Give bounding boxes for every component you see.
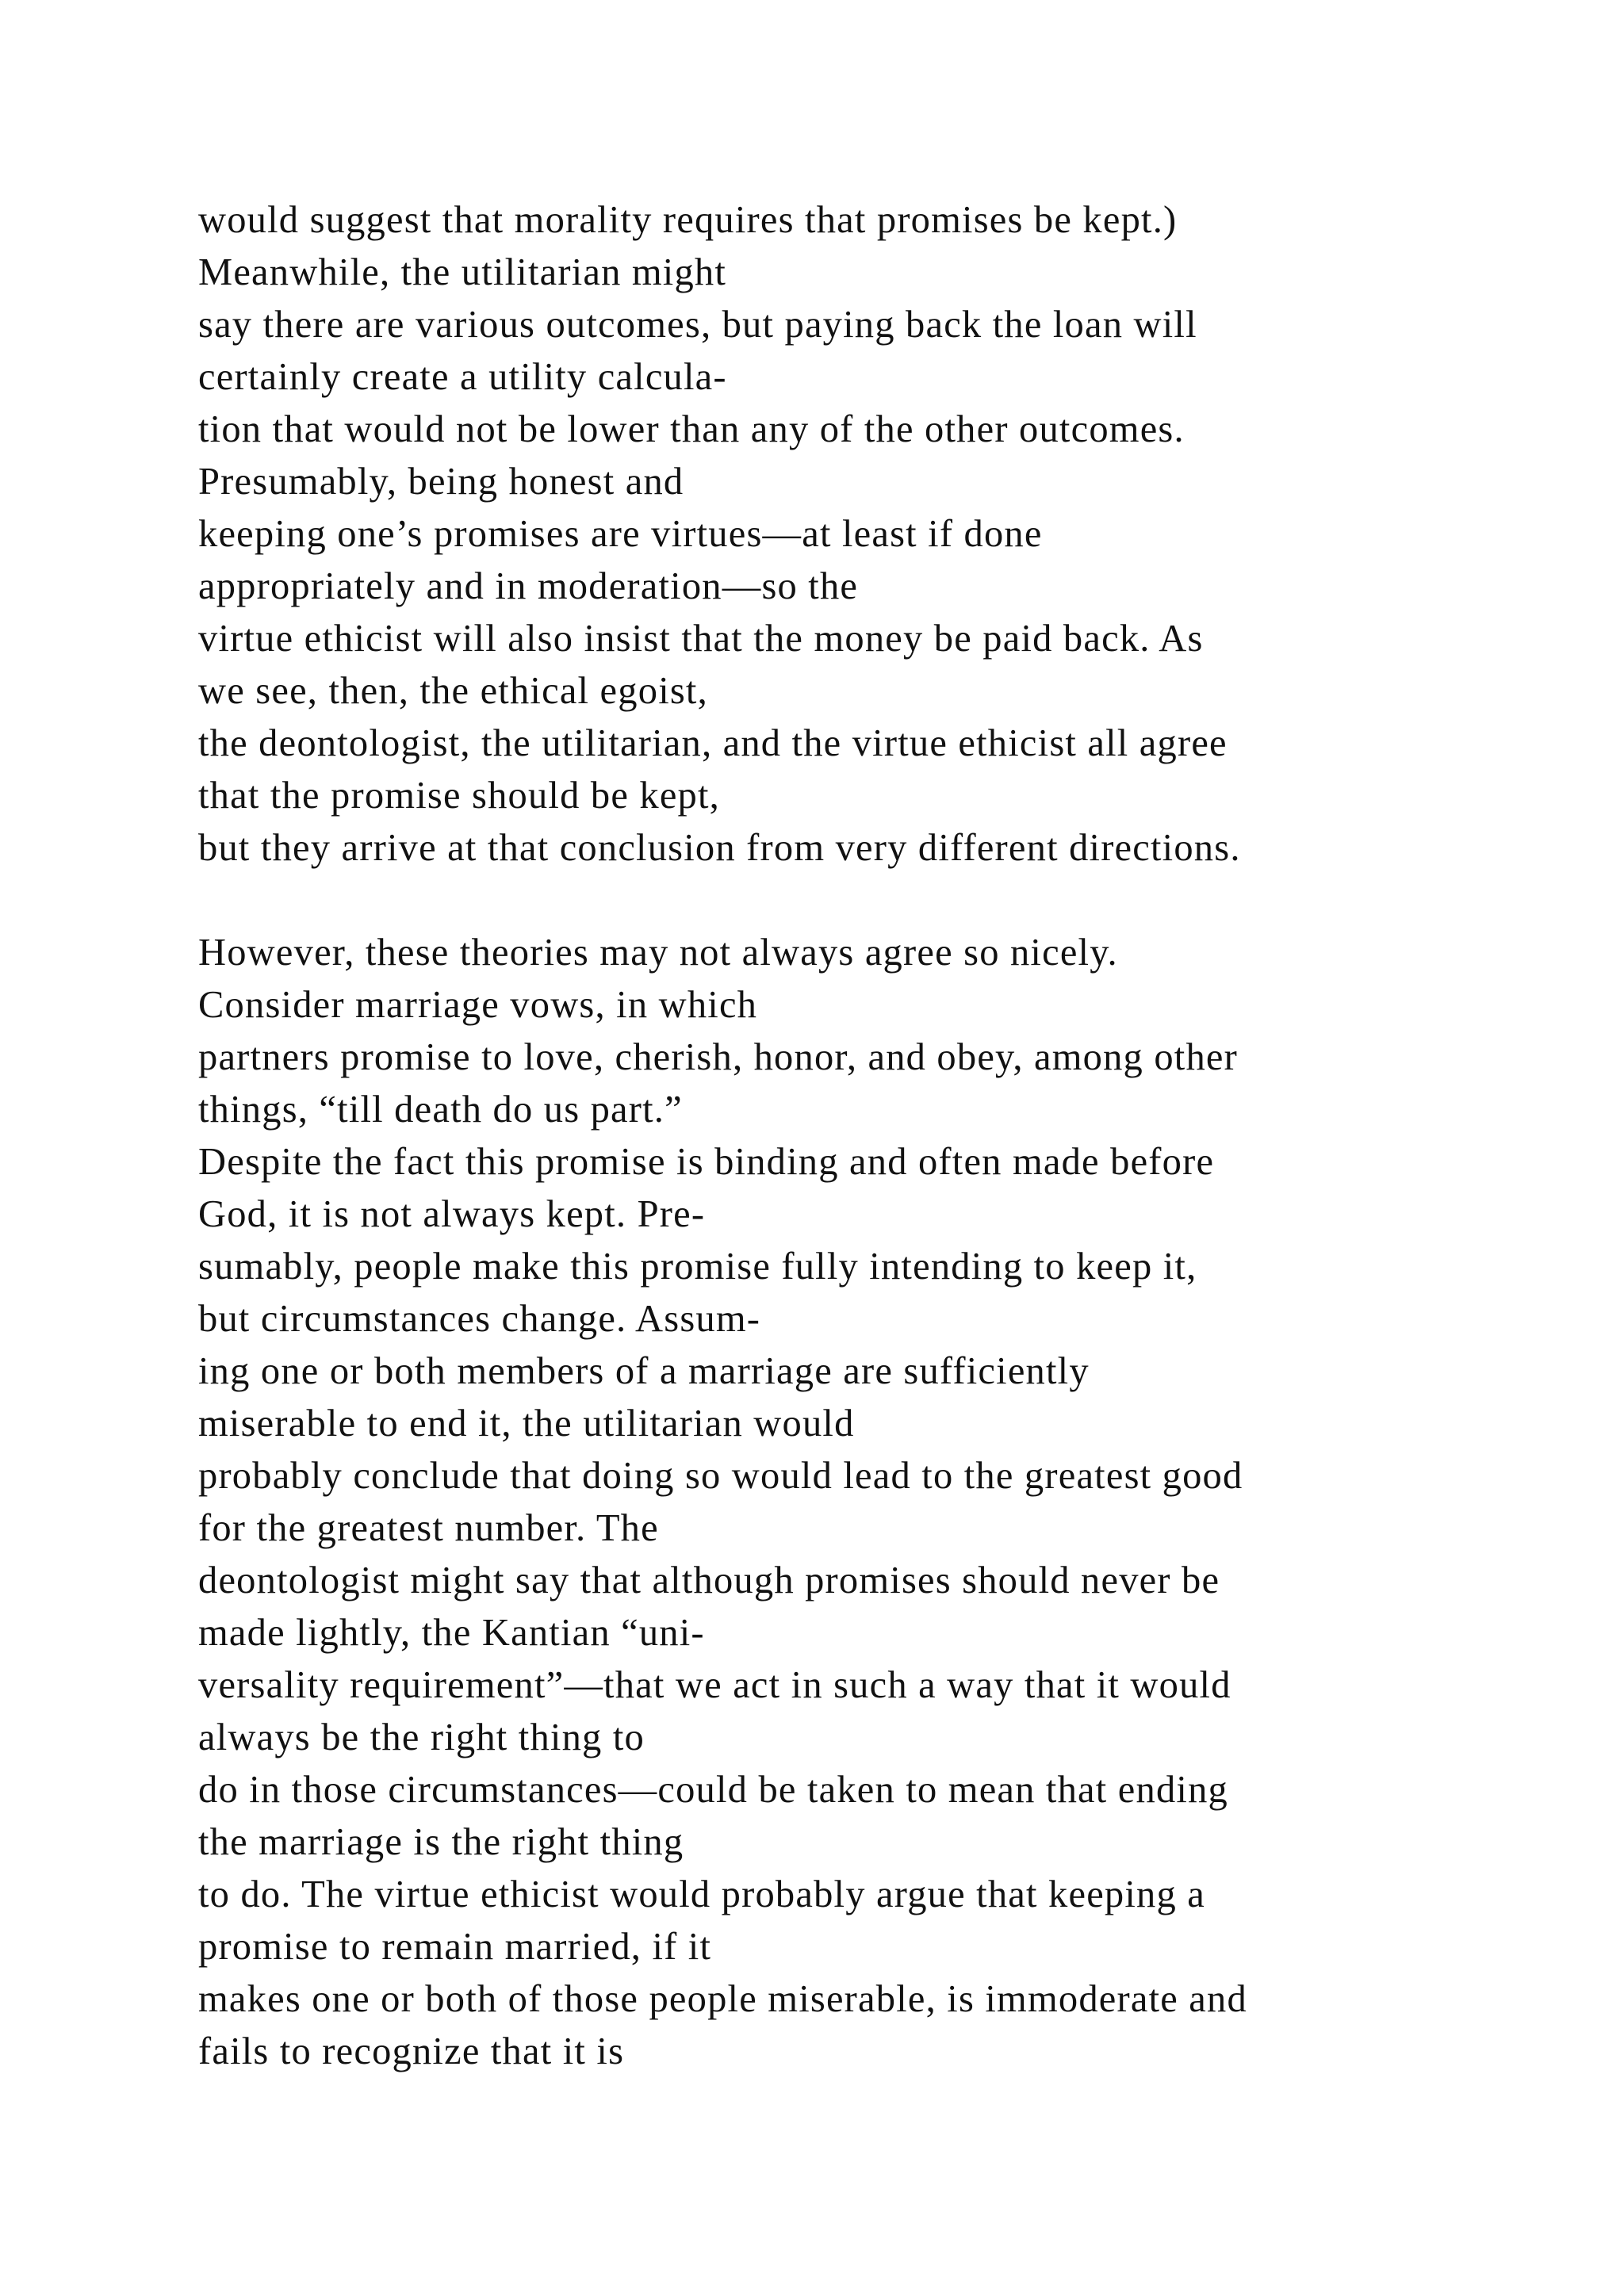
text-line: promise to remain married, if it: [198, 1926, 712, 1968]
text-line: we see, then, the ethical egoist,: [198, 670, 708, 712]
text-line: the deontologist, the utilitarian, and the virtue ethicist all agree: [198, 722, 1228, 764]
text-line: ing one or both members of a marriage are sufficiently: [198, 1350, 1090, 1392]
text-line: do in those circumstances—could be taken to mean that ending: [198, 1769, 1228, 1811]
text-line: always be the right thing to: [198, 1716, 645, 1758]
text-line: for the greatest number. The: [198, 1507, 659, 1549]
text-line: would suggest that morality requires that promises be kept.): [198, 199, 1178, 241]
paragraph-gap: [198, 874, 1594, 927]
text-line: to do. The virtue ethicist would probably argue that keeping a: [198, 1873, 1205, 1915]
text-line: Despite the fact this promise is binding and often made before: [198, 1141, 1215, 1183]
text-line: that the promise should be kept,: [198, 775, 721, 817]
text-line: Consider marriage vows, in which: [198, 984, 758, 1026]
text-line: certainly create a utility calcula-: [198, 356, 727, 398]
text-line: Meanwhile, the utilitarian might: [198, 251, 727, 293]
text-line: things, “till death do us part.”: [198, 1089, 683, 1131]
body-text: [198, 194, 1594, 2078]
text-line: made lightly, the Kantian “uni-: [198, 1612, 705, 1654]
text-line: virtue ethicist will also insist that the money be paid back. As: [198, 618, 1204, 660]
text-line: the marriage is the right thing: [198, 1821, 684, 1863]
text-line: deontologist might say that although promises should never be: [198, 1559, 1220, 1601]
text-line: but they arrive at that conclusion from very different directions.: [198, 827, 1241, 869]
text-line: fails to recognize that it is: [198, 2030, 625, 2072]
text-line: makes one or both of those people miserable, is immoderate and: [198, 1978, 1247, 2020]
text-line: but circumstances change. Assum-: [198, 1298, 761, 1340]
text-line: versality requirement”—that we act in such a way that it would: [198, 1664, 1231, 1706]
text-line: God, it is not always kept. Pre-: [198, 1193, 706, 1235]
text-line: probably conclude that doing so would lead to the greatest good: [198, 1455, 1243, 1497]
text-line: sumably, people make this promise fully intending to keep it,: [198, 1246, 1197, 1288]
text-line: partners promise to love, cherish, honor, and obey, among other: [198, 1036, 1238, 1078]
text-line: However, these theories may not always agree so nicely.: [198, 932, 1118, 974]
text-line: keeping one’s promises are virtues—at least if done: [198, 513, 1043, 555]
text-line: say there are various outcomes, but paying back the loan will: [198, 304, 1197, 346]
paragraph-2: [198, 927, 1594, 2078]
text-line: Presumably, being honest and: [198, 461, 684, 503]
text-line: miserable to end it, the utilitarian would: [198, 1402, 855, 1445]
text-line: tion that would not be lower than any of the other outcomes.: [198, 408, 1185, 450]
paragraph-1: [198, 194, 1594, 874]
text-line: appropriately and in moderation—so the: [198, 565, 859, 607]
